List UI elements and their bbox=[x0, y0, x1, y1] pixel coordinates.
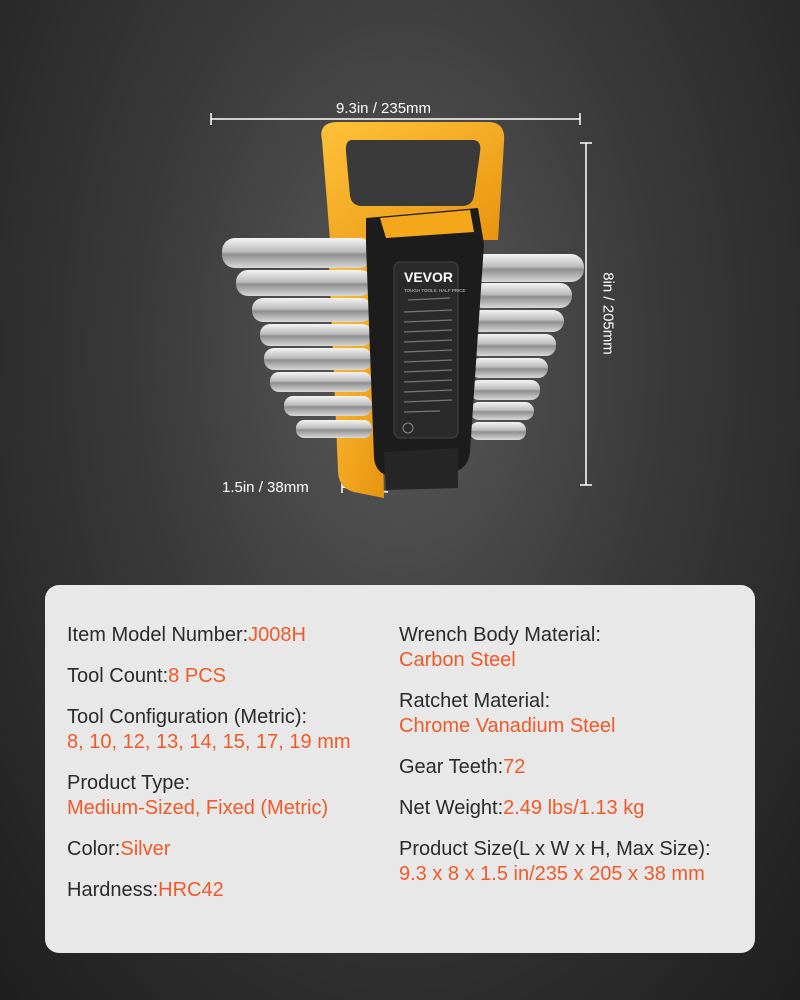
spec-column-right bbox=[399, 623, 749, 903]
spec-column-left bbox=[67, 623, 397, 919]
holder-plate-black bbox=[366, 208, 484, 490]
spec-model-number: Item Model Number:J008H bbox=[67, 624, 306, 646]
height-dimension-line bbox=[580, 143, 592, 485]
spec-net-weight: Net Weight:2.49 lbs/1.13 kg bbox=[399, 797, 645, 819]
spec-ratchet-material: Ratchet Material: Chrome Vanadium Steel bbox=[399, 690, 616, 737]
holder-tagline: TOUGH TOOLS, HALF PRICE bbox=[404, 288, 466, 293]
spec-hardness: Hardness:HRC42 bbox=[67, 879, 224, 901]
depth-dimension-label: 1.5in / 38mm bbox=[222, 479, 309, 496]
spec-color: Color:Silver bbox=[67, 838, 171, 860]
wrench-set-left bbox=[222, 238, 372, 438]
spec-product-type: Product Type: Medium-Sized, Fixed (Metric) bbox=[67, 772, 329, 819]
holder-brand-logo: VEVOR bbox=[404, 269, 454, 285]
spec-gear-teeth: Gear Teeth:72 bbox=[399, 756, 526, 778]
spec-product-size: Product Size(L x W x H, Max Size): 9.3 x 8 x 1.5 in/235 x 205 x 38 mm bbox=[399, 838, 711, 885]
spec-panel bbox=[45, 585, 755, 953]
height-dimension-label: 8in / 205mm bbox=[599, 272, 617, 355]
spec-tool-configuration: Tool Configuration (Metric): 8, 10, 12, 13, 14, 15, 17, 19 mm bbox=[67, 706, 351, 753]
wrench-set-right bbox=[470, 254, 584, 440]
width-dimension-label: 9.3in / 235mm bbox=[336, 100, 432, 117]
spec-tool-count: Tool Count:8 PCS bbox=[67, 665, 226, 687]
spec-wrench-body-material: Wrench Body Material: Carbon Steel bbox=[399, 624, 601, 671]
